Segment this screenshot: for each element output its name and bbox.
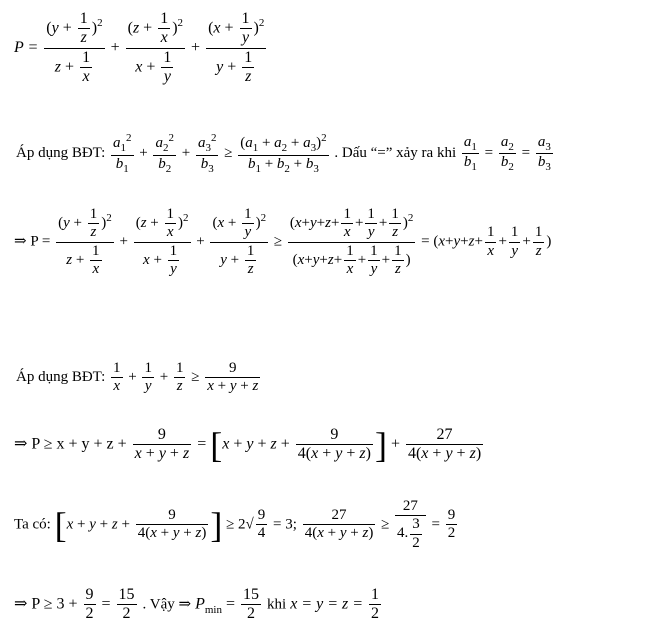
line-1-lhs: P = [14,38,39,56]
line-7-then: . Vậy ⇒ [142,596,192,613]
line-7-lhs: ⇒ P ≥ 3 + [14,595,78,613]
line-2-equality: . Dấu “=” xảy ra khi [334,145,457,162]
line-3-lhs: ⇒ P = [14,233,51,250]
line-5 [0,424,663,480]
line-7-cond: x = y = z = [290,595,364,613]
line-6 [0,494,663,568]
line-7 [0,586,663,642]
fraction-term-3: (x + $\frac{1}{y}$ )$^2$ y + $\frac{1}{z}$ [208,10,265,86]
fraction-term-2: (z + $\frac{1}{x}$ )$^2$ x + $\frac{1}{y}$ [127,10,184,86]
line-7-min-sub: min [204,603,222,616]
line-6-content: Ta có: [x + y + z + $\frac{9}{4(x + y + z)}$ ] ≥ 2√ $\frac{9}{4}$ = 3; $\frac{27}{4(x + y + z)}$ ≥ 27 4. $\frac{3}{2}$ = $\frac{9}{2}$ [14,498,456,551]
line-7-pmin: P [195,595,205,613]
line-2 [0,126,663,188]
line-5-formula: ⇒ P ≥ x + y + z + $\frac{9}{x + y + z}$ = [x + y + z + $\frac{9}{4(x + y + z)}$ ] + $\frac{27}{4(x + y + z)}$ [14,424,482,465]
line-3 [0,200,663,310]
line-4-label: Áp dụng BĐT: [16,369,106,386]
fraction-term-1: (y + $\frac{1}{z}$ )$^2$ z + $\frac{1}{x}$ [46,10,103,86]
line-7-khi: khi [267,596,287,613]
line-1 [0,0,663,110]
line-5-lhs: ⇒ P ≥ x + y + z + [14,435,127,453]
line-1-formula: P = (y + $\frac{1}{z}$ )$^2$ z + $\frac{1}{x}$ + (z + $\frac{1}{x}$ )$^2$ x + $\frac{1}{y}$ + (x + $\frac{1}{y}$ )$^2$ y + $\frac{1}{z}$ [14,10,265,86]
line-4-content: Áp dụng BĐT: $\frac{1}{x}$ + $\frac{1}{y}$ + $\frac{1}{z}$ ≥ $\frac{9}{x + y + z}$ [16,360,259,395]
line-2-content: Áp dụng BĐT: $\frac{a_1^2}{b_1}$ + $\frac{a_2^2}{b_2}$ + $\frac{a_3^2}{b_3}$ ≥ $\frac{(a_1 + a_2 + a_3)^2}{b_1 + b_2 + b_3}$ . Dấu “=” xảy ra khi $\frac{a_1}{b_1}$ = $\frac{a_2}{b_2}$ = $\frac{a_3}{b_3}$ [16,132,551,175]
line-2-label: Áp dụng BĐT: [16,145,106,162]
line-6-label: Ta có: [14,516,51,533]
line-7-formula: ⇒ P ≥ 3 + $\frac{9}{2}$ = $\frac{15}{2}$ . Vậy ⇒ $P_{min}$ = $\frac{15}{2}$ khi x = y = z = $\frac{1}{2}$ [14,586,380,623]
line-4 [0,358,663,408]
line-3-formula: ⇒ P = (y + $\frac{1}{z}$ )$^2$ z + $\frac{1}{x}$ + (z + $\frac{1}{x}$ )$^2$ x + $\frac{1}{y}$ + (x + $\frac{1}{y}$ )$^2$ y + $\frac{1}{z}$ ≥ (x+y+z+ $\frac{1}{x}$ + $\frac{1}{y}$ + $\frac{1}{z}$ )$^2$ (x+y+z+ $\frac{1}{x}$ + $\frac{1}{y}$ + $\frac{1}{z}$ ) = (x+y+z+ $\frac{1}{x}$ + $\frac{1}{y}$ + $\frac{1}{z}$ ) [14,206,552,277]
